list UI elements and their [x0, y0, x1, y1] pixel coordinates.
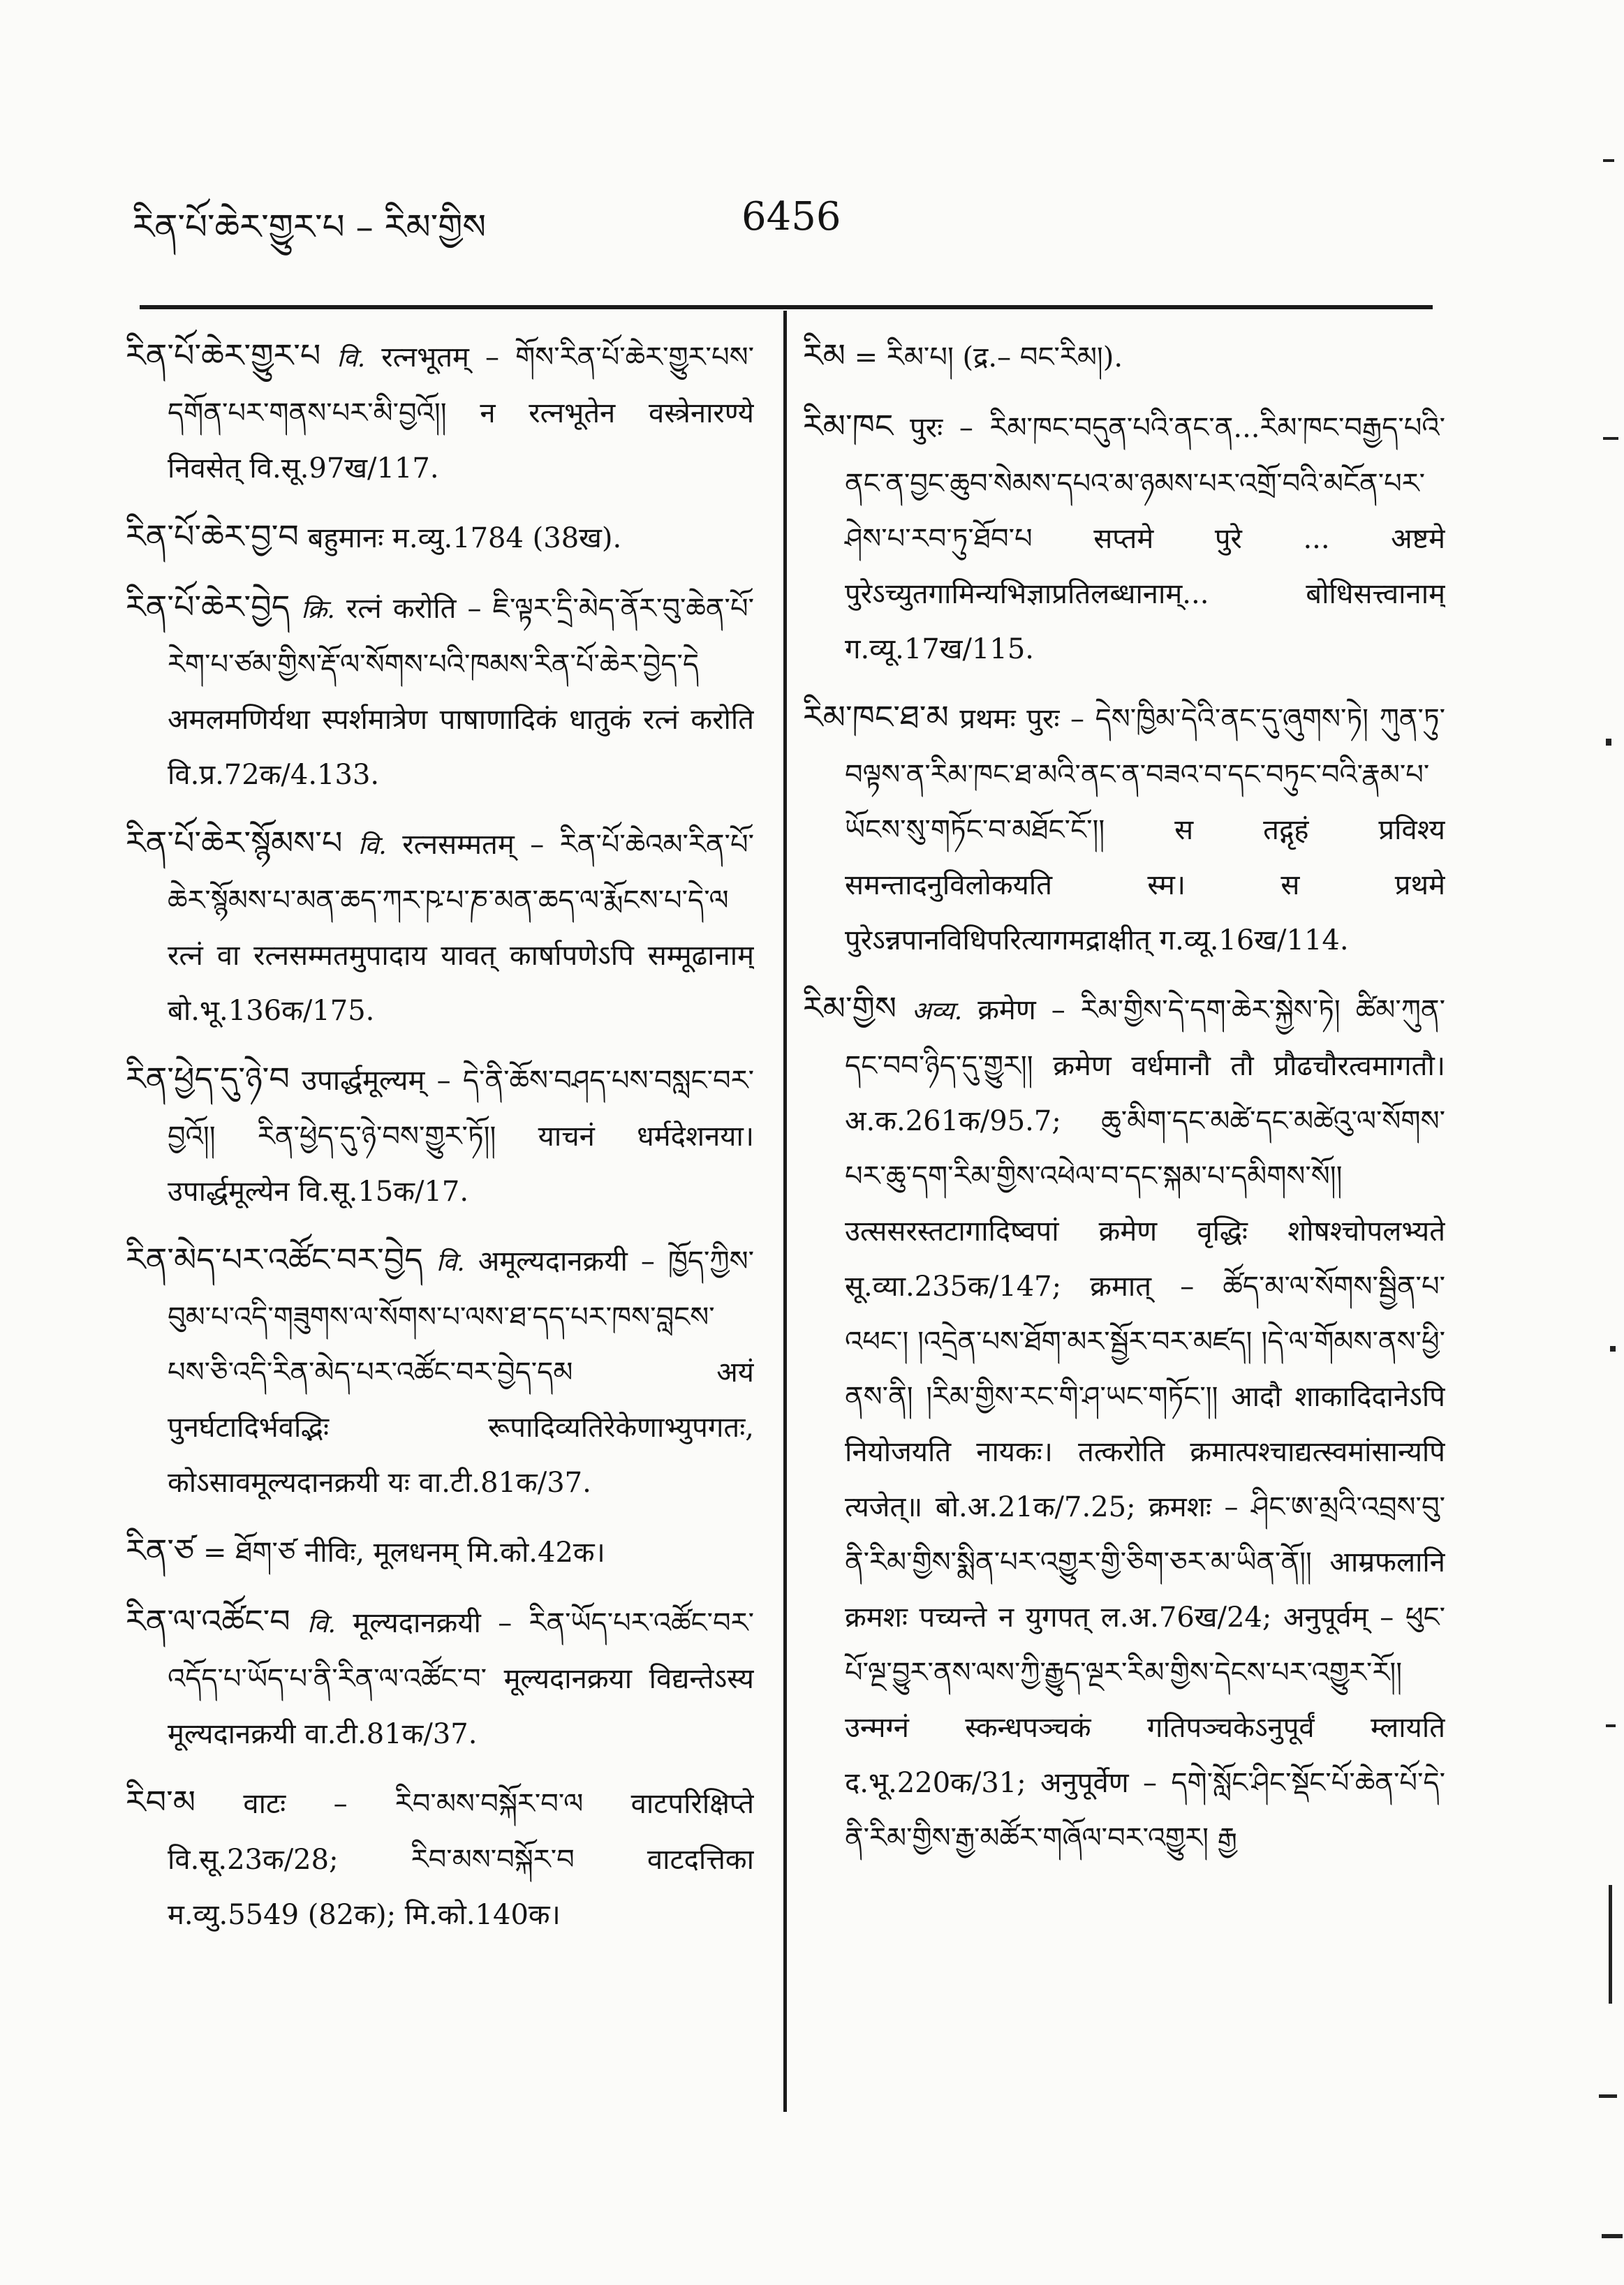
dictionary-entry	[126, 1523, 754, 1581]
margin-tick	[1606, 1724, 1616, 1727]
dictionary-entry	[803, 399, 1445, 677]
entry-body: रत्नसम्मतम् – རིན་པོ་ཆེའམ་རིན་པོ་ཆེར་སྙོམས་པ་མན་ཆད་ཀར་ཥ་པ་ཎ་མན་ཆད་ལ་རྨོངས་པ་དེ་ལ रत्नं वा रत्नसम्मतमुपादाय यावत् कार्षापणेऽपि सम्मूढानाम् बो.भू.136क/175.	[168, 829, 754, 1027]
entry-headword: རིན་པོ་ཆེར་བྱེད	[126, 588, 290, 626]
entry-headword: རིན་ཙ	[126, 1532, 195, 1569]
entry-headword: རིམ་ཁང་ཐ་མ	[803, 698, 949, 736]
entry-headword: རིན་ལ་འཚོང་བ	[126, 1602, 290, 1640]
entry-headword: རིན་མེད་པར་འཚོང་བར་བྱེད	[126, 1241, 423, 1278]
right-column	[803, 328, 1445, 2129]
entry-headword: རིམ	[803, 337, 846, 374]
entry-body: = རིམ་པ། (द्र.– བང་རིམ།).	[854, 341, 1123, 374]
dictionary-entry	[126, 1232, 754, 1511]
dictionary-entry	[126, 579, 754, 803]
dictionary-entry	[126, 1051, 754, 1220]
margin-tick	[1609, 1885, 1612, 2004]
page-number: 6456	[741, 194, 841, 239]
dictionary-entry	[803, 328, 1445, 386]
entry-body: उपार्द्धमूल्यम् – དེ་ནི་ཆོས་བཤད་པས་བསླང་བར་བྱའོ།། རིན་ཕྱེད་དུ་ཉེ་བས་གྱུར་ཏོ།། याचनं धर्मदेशनया। उपार्द्धमूल्येन वि.सू.15क/17.	[168, 1065, 754, 1208]
dictionary-entry	[126, 1594, 754, 1762]
margin-tick	[1606, 739, 1611, 746]
entry-grammar-label: अव्य.	[912, 997, 963, 1026]
entry-grammar-label: वि.	[436, 1248, 465, 1277]
entry-headword: རིམ་གྱིས	[803, 989, 897, 1027]
dictionary-entry	[803, 981, 1445, 1866]
margin-tick	[1603, 437, 1618, 440]
entry-grammar-label: वि.	[357, 831, 387, 860]
entry-body: रत्नभूतम् – གོས་རིན་པོ་ཆེར་གྱུར་པས་དགོན་པར་གནས་པར་མི་བྱའོ།། न रत्नभूतेन वस्त्रेनारण्ये निवसेत् वि.सू.97ख/117.	[168, 341, 754, 485]
margin-tick	[1602, 2234, 1623, 2238]
entry-headword: རིན་ཕྱེད་དུ་ཉེ་བ	[126, 1060, 290, 1097]
entry-body: मूल्यदानक्रयी – རིན་ཡོད་པར་འཚོང་བར་འདོད་པ་ཡོད་པ་ནི་རིན་ལ་འཚོང་བ་ मूल्यदानक्रया विद्यन्तेऽस्य मूल्यदानक्रयी वा.टी.81क/37.	[168, 1607, 754, 1750]
entry-body: = ཐོག་ཙ नीविः, मूलधनम् मि.को.42क।	[202, 1537, 605, 1569]
entry-headword: རིན་པོ་ཆེར་སྙོམས་པ	[126, 824, 343, 862]
entry-grammar-label: वि.	[337, 344, 366, 373]
dictionary-entry	[126, 328, 754, 496]
entry-body: वाटः – རིབ་མས་བསྐོར་བ་ལ वाटपरिक्षिप्ते वि.सू.23क/28; རིབ་མས་བསྐོར་བ वाटदत्तिका म.व्यु.5549 (82क); मि.को.140क।	[168, 1788, 754, 1931]
entry-body: क्रमेण – རིམ་གྱིས་དེ་དག་ཆེར་སྐྱེས་ཏེ། ཚིམ་ཀུན་དང་བབ་ཉིད་དུ་གྱུར།། क्रमेण वर्धमानौ तौ प्रौढचौरत्वमागतौ। अ.क.261क/95.7; ཆུ་མིག་དང་མཚེ་དང་མཚེའུ་ལ་སོགས་པར་ཆུ་དག་རིམ་གྱིས་འཕེལ་བ་དང་སྐམ་པ་དམིགས་སོ།། उत्ससरस्तटागादिष्वपां क्रमेण वृद्धिः शोषश्चोपलभ्यते सू.व्या.235क/147; क्रमात् – ཚོད་མ་ལ་སོགས་སྦྱིན་པ་འཕང་། །འདྲེན་པས་ཐོག་མར་སྦྱོར་བར་མཛད། །དེ་ལ་གོམས་ནས་ཕྱི་ནས་ནི། །རིམ་གྱིས་རང་གི་ཤ་ཡང་གཏོང་།། आदौ शाकादिदानेऽपि नियोजयति नायकः। तत्करोति क्रमात्पश्चाद्यत्स्वमांसान्यपि त्यजेत्॥ बो.अ.21क/7.25; क्रमशः – ཤིང་ཨ་མྲའི་འབྲས་བུ་ནི་རིམ་གྱིས་སྨིན་པར་འགྱུར་གྱི་ཅིག་ཅར་མ་ཡིན་ནོ།། आम्रफलानि क्रमशः पच्यन्ते न युगपत् ल.अ.76ख/24; अनुपूर्वम् – ཕུང་པོ་ལྔ་བྱུར་ནས་ལས་ཀྱི་རྒྱུད་ལྔར་རིམ་གྱིས་དེངས་པར་འགྱུར་རོ།། उन्मग्नं स्कन्धपञ्चकं गतिपञ्चकेऽनुपूर्वं म्लायति द.भू.220क/31; अनुपूर्वेण – དགེ་སློང་ཤིང་སྡོང་པོ་ཆེན་པོ་དེ་ནི་རིམ་གྱིས་རྒྱ་མཚོར་གཞོལ་བར་འགྱུར། རྒྱ	[845, 994, 1445, 1854]
column-divider	[783, 311, 787, 2112]
entry-grammar-label: क्रि.	[301, 596, 335, 624]
entry-body: पुरः – རིམ་ཁང་བདུན་པའི་ནང་ན...རིམ་ཁང་བརྒྱད་པའི་ནང་ན་བྱང་ཆུབ་སེམས་དཔའ་མ་ཉམས་པར་འགྲོ་བའི་མངོན་པར་ཤེས་པ་རབ་ཏུ་ཐོབ་པ सप्तमे पुरे ... अष्टमे पुरेऽच्युतगामिन्यभिज्ञाप्रतिलब्धानाम्... बोधिसत्त्वानाम् ग.व्यू.17ख/115.	[845, 412, 1445, 665]
entry-headword: རིབ་མ	[126, 1783, 196, 1821]
entry-grammar-label: वि.	[307, 1610, 336, 1639]
entry-headword: རིན་པོ་ཆེར་བྱ་བ	[126, 517, 299, 555]
dictionary-entry	[803, 690, 1445, 968]
entry-body: अमूल्यदानक्रयी – ཁྱོད་ཀྱིས་བུམ་པ་འདི་གཟུགས་ལ་སོགས་པ་ལས་ཐ་དད་པར་ཁས་བླངས་པས་ཅི་འདི་རིན་མེད་པར་འཚོང་བར་བྱེད་དམ अयं पुनर्घटादिर्भवद्भिः रूपादिव्यतिरेकेणाभ्युपगतः, कोऽसावमूल्यदानक्रयी यः वा.टी.81क/37.	[168, 1245, 754, 1499]
margin-tick	[1610, 1346, 1616, 1352]
dictionary-entry	[126, 815, 754, 1039]
header-rule	[140, 305, 1433, 309]
running-head: རིན་པོ་ཆེར་གྱུར་པ – རིམ་གྱིས	[133, 207, 487, 247]
dictionary-entry	[126, 509, 754, 567]
dictionary-entry	[126, 1775, 754, 1943]
entry-body: प्रथमः पुरः – དེས་ཁྱིམ་དེའི་ནང་དུ་ཞུགས་ཏེ། ཀུན་ཏུ་བལྟས་ན་རིམ་ཁང་ཐ་མའི་ནང་ན་བཟའ་བ་དང་བཏུང་བའི་རྣམ་པ་ཡོངས་སུ་གཏོང་བ་མཐོང་ངོ་།། स तद्गृहं प्रविश्य समन्तादनुविलोकयति स्म। स प्रथमे पुरेऽन्नपानविधिपरित्यागमद्राक्षीत् ग.व्यू.16ख/114.	[845, 703, 1445, 956]
entry-headword: རིམ་ཁང	[803, 407, 894, 445]
entry-body: रत्नं करोति – ཇི་ལྟར་དྲི་མེད་ནོར་བུ་ཆེན་པོ་རེག་པ་ཙམ་གྱིས་རྡོ་ལ་སོགས་པའི་ཁམས་རིན་པོ་ཆེར་བྱེད་དེ अमलमणिर्यथा स्पर्शमात्रेण पाषाणादिकं धातुकं रत्नं करोति वि.प्र.72क/4.133.	[168, 593, 754, 791]
entry-headword: རིན་པོ་ཆེར་གྱུར་པ	[126, 337, 321, 374]
left-column	[126, 328, 754, 2129]
entry-body: बहुमानः म.व्यु.1784 (38ख).	[307, 522, 622, 554]
margin-tick	[1599, 2094, 1617, 2098]
margin-tick	[1603, 159, 1614, 162]
